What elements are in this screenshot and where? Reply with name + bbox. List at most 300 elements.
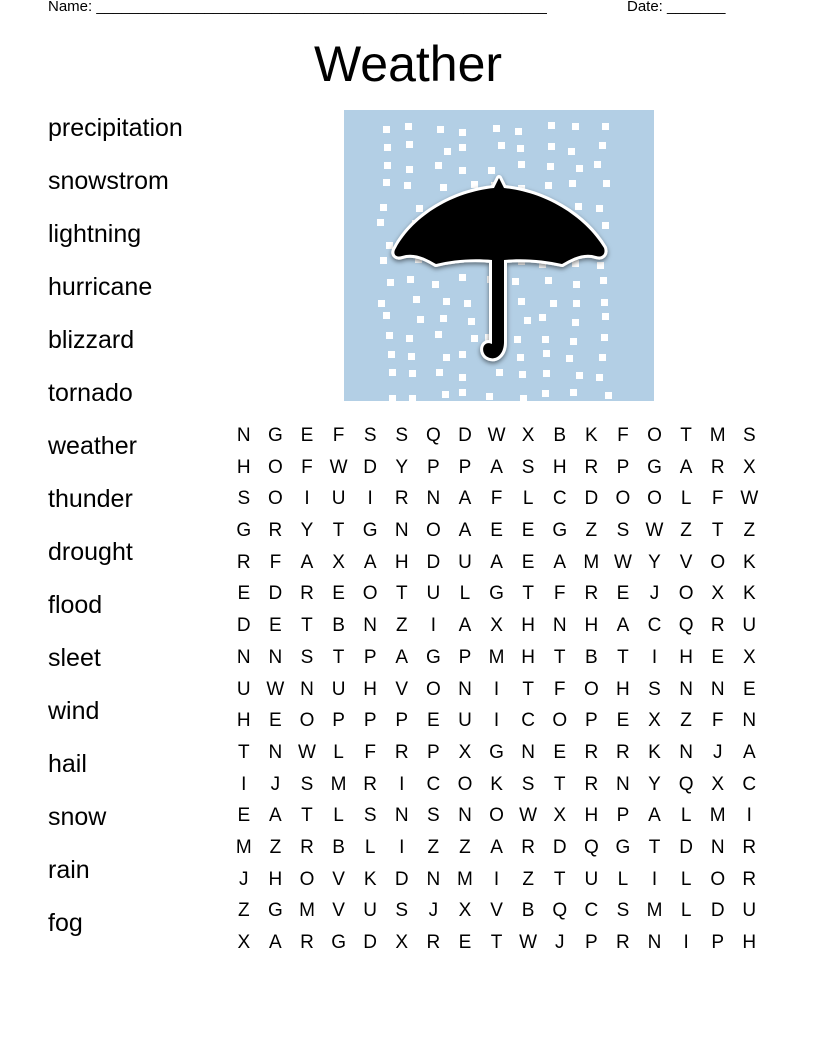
grid-cell: R [394,741,409,763]
date-field-label: Date: _______ [627,0,726,15]
grid-cell: N [742,710,757,732]
word-list-item: blizzard [48,326,135,354]
grid-cell: O [678,583,694,605]
grid-cell: E [616,710,630,732]
grid-cell: S [742,425,756,446]
grid-cell: V [332,900,345,922]
grid-cell: O [268,456,283,478]
grid-cell: X [395,932,409,953]
grid-cell: C [521,710,535,732]
grid-cell: N [268,646,283,668]
grid-cell: I [746,805,752,827]
grid-cell: F [553,583,566,605]
grid-cell: E [269,615,282,637]
word-list-item: rain [48,856,90,884]
grid-cell: F [711,488,724,510]
grid-cell: Z [743,520,756,542]
grid-cell: R [300,836,314,858]
grid-cell: S [521,773,535,795]
grid-cell: E [237,805,251,827]
grid-cell: X [711,773,725,795]
grid-cell: M [235,836,252,858]
word-list-item: lightning [48,220,142,248]
grid-row [228,644,765,676]
grid-cell: T [332,646,345,668]
grid-cell: A [395,646,409,668]
grid-cell: U [458,551,472,573]
grid-cell: G [268,900,283,922]
grid-cell: O [489,805,504,827]
grid-cell: W [266,678,285,700]
grid-cell: E [427,710,440,732]
grid-cell: T [301,805,313,827]
grid-cell: S [363,425,377,446]
grid-cell: Z [459,836,471,858]
grid-cell: K [584,425,598,446]
grid-cell: E [742,678,756,700]
grid-cell: S [616,900,630,922]
grid-cell: Y [648,551,661,573]
grid-cell: I [304,488,310,510]
grid-cell: E [332,583,345,605]
grid-cell: E [458,932,472,953]
grid-row [228,834,765,866]
grid-cell: D [363,932,378,953]
grid-cell: A [553,551,567,573]
grid-row [228,771,765,803]
grid-row [228,454,765,486]
grid-cell: R [710,456,725,478]
grid-cell: I [493,868,500,890]
grid-cell: F [553,678,566,700]
grid-cell: N [458,678,472,700]
grid-cell: T [301,615,313,637]
grid-cell: U [742,900,757,922]
word-list-item: snowstrom [48,167,169,195]
grid-cell: G [362,520,378,542]
grid-cell: N [426,868,441,890]
grid-cell: A [490,456,503,478]
grid-cell: E [616,583,630,605]
grid-cell: L [680,488,692,510]
grid-cell: F [364,741,376,763]
grid-cell: H [616,678,630,700]
grid-cell: W [329,456,348,478]
grid-cell: A [458,615,472,637]
grid-cell: C [426,773,441,795]
grid-cell: Q [425,425,441,446]
grid-cell: P [427,456,440,478]
word-list-item: snow [48,803,107,831]
grid-cell: M [646,900,663,922]
grid-cell: N [458,805,472,827]
grid-cell: U [236,678,251,700]
grid-cell: N [426,488,441,510]
grid-row [228,802,765,834]
grid-cell: D [552,836,567,858]
grid-cell: K [742,551,756,573]
grid-cell: G [489,741,504,763]
grid-cell: U [363,900,378,922]
grid-cell: F [617,425,629,446]
grid-cell: I [651,868,658,890]
grid-cell: D [458,425,472,446]
grid-cell: T [237,741,250,763]
grid-cell: E [269,710,282,732]
grid-cell: Z [522,868,534,890]
grid-cell: R [584,583,599,605]
word-list-item: hail [48,750,87,778]
grid-cell: H [268,868,283,890]
grid-cell: L [680,868,692,890]
grid-row [228,866,765,898]
grid-cell: U [331,488,346,510]
grid-cell: T [490,932,503,953]
grid-cell: K [363,868,377,890]
grid-cell: E [711,646,725,668]
word-list [48,112,183,960]
grid-cell: M [488,646,505,668]
grid-cell: L [459,583,471,605]
grid-cell: N [268,741,283,763]
grid-cell: N [300,678,314,700]
grid-cell: J [712,741,723,763]
grid-cell: Y [395,456,409,478]
grid-cell: T [522,678,534,700]
grid-cell: C [552,488,567,510]
grid-cell: G [647,456,662,478]
grid-cell: P [427,741,440,763]
grid-cell: T [395,583,408,605]
grid-cell: I [399,836,405,858]
grid-cell: Y [300,520,314,542]
grid-cell: E [521,520,535,542]
grid-cell: R [300,932,314,953]
grid-cell: T [522,583,534,605]
grid-cell: K [742,583,756,605]
grid-cell: J [554,932,565,953]
grid-cell: V [679,551,693,573]
grid-cell: M [709,805,726,827]
grid-cell: X [711,583,725,605]
grid-cell: W [298,741,316,763]
grid-cell: K [648,741,661,763]
grid-cell: B [332,836,345,858]
grid-cell: S [616,520,630,542]
grid-row [228,485,765,517]
grid-cell: A [300,551,314,573]
grid-cell: M [330,773,347,795]
grid-cell: N [394,805,409,827]
grid-cell: N [679,678,693,700]
grid-cell: K [490,773,503,795]
grid-cell: W [519,805,538,827]
grid-row [228,580,765,612]
grid-cell: M [299,900,315,922]
grid-cell: R [521,836,535,858]
word-list-item: fog [48,909,83,937]
grid-cell: R [268,520,283,542]
grid-cell: X [490,615,503,637]
grid-cell: W [613,551,632,573]
grid-cell: X [553,805,567,827]
grid-cell: E [300,425,314,446]
grid-cell: E [553,741,567,763]
grid-cell: O [710,551,726,573]
grid-cell: A [648,805,661,827]
grid-cell: R [394,488,409,510]
grid-cell: I [683,932,689,953]
grid-cell: Z [395,615,408,637]
grid-cell: R [300,583,314,605]
grid-cell: U [331,678,346,700]
grid-cell: L [333,741,344,763]
word-list-item: thunder [48,485,133,513]
grid-cell: F [332,425,345,446]
word-list-item: tornado [48,379,133,407]
word-list-item: precipitation [48,114,183,142]
grid-cell: O [362,583,378,605]
grid-cell: S [300,773,314,795]
grid-cell: D [710,900,725,922]
grid-cell: C [742,773,757,795]
grid-cell: R [616,741,630,763]
grid-row [228,676,765,708]
grid-cell: O [583,678,599,700]
grid-cell: N [710,836,725,858]
grid-cell: O [647,425,662,446]
grid-cell: X [742,646,756,668]
grid-cell: H [521,646,535,668]
grid-cell: O [299,710,315,732]
grid-cell: U [458,710,472,732]
grid-cell: D [268,583,283,605]
grid-cell: W [740,488,759,510]
grid-cell: H [363,678,378,700]
grid-cell: Z [427,836,440,858]
grid-cell: M [583,551,600,573]
grid-cell: O [552,710,568,732]
grid-cell: S [395,900,409,922]
grid-cell: L [680,805,692,827]
grid-cell: T [553,868,566,890]
grid-cell: Z [237,900,250,922]
grid-cell: Y [648,773,661,795]
grid-cell: A [490,836,503,858]
grid-cell: U [742,615,757,637]
name-field-label: Name: ______________________________________________________ [48,0,547,15]
grid-cell: E [490,520,503,542]
grid-cell: B [584,646,598,668]
grid-cell: P [332,710,345,732]
grid-cell: P [616,805,630,827]
grid-cell: P [363,710,377,732]
grid-cell: F [269,551,282,573]
grid-row [228,929,765,961]
word-list-item: wind [48,697,100,725]
grid-cell: Q [678,773,694,795]
word-list-item: sleet [48,644,101,672]
grid-cell: A [363,551,377,573]
grid-cell: O [647,488,662,510]
grid-cell: L [364,836,376,858]
grid-cell: J [649,583,660,605]
grid-cell: L [617,868,629,890]
grid-cell: C [647,615,662,637]
grid-cell: L [522,488,534,510]
grid-cell: U [584,868,599,890]
grid-cell: N [616,773,630,795]
grid-row [228,739,765,771]
grid-cell: H [552,456,567,478]
grid-cell: H [742,932,757,953]
grid-cell: N [363,615,378,637]
grid-cell: C [584,900,599,922]
grid-row [228,612,765,644]
grid-cell: R [236,551,251,573]
grid-cell: J [239,868,249,890]
grid-cell: I [493,710,500,732]
grid-cell: N [710,678,725,700]
grid-cell: R [363,773,378,795]
grid-cell: G [489,583,504,605]
grid-cell: G [236,520,252,542]
grid-cell: D [394,868,409,890]
grid-cell: A [490,551,503,573]
grid-cell: H [521,615,535,637]
grid-cell: P [458,456,472,478]
grid-cell: H [236,710,251,732]
grid-cell: W [645,520,664,542]
grid-cell: P [363,646,377,668]
grid-cell: I [241,773,247,795]
grid-cell: D [679,836,693,858]
grid-cell: P [584,710,598,732]
grid-cell: Z [680,710,692,732]
grid-cell: P [458,646,472,668]
grid-cell: R [742,836,757,858]
grid-cell: N [552,615,567,637]
grid-cell: D [236,615,251,637]
grid-cell: S [300,646,314,668]
grid-cell: S [237,488,251,510]
grid-cell: H [236,456,251,478]
grid-cell: M [709,425,726,446]
grid-cell: P [584,932,598,953]
grid-cell: D [584,488,599,510]
grid-cell: A [458,488,472,510]
grid-cell: H [394,551,409,573]
grid-cell: P [616,456,630,478]
grid-cell: S [363,805,377,827]
grid-cell: O [457,773,473,795]
grid-row [228,897,765,929]
grid-cell: O [299,868,315,890]
grid-cell: I [651,646,658,668]
grid-cell: O [710,868,726,890]
grid-cell: E [521,551,535,573]
word-list-item: weather [48,432,137,460]
grid-cell: N [394,520,409,542]
grid-cell: Z [585,520,598,542]
grid-cell: V [490,900,503,922]
grid-cell: R [710,615,725,637]
grid-cell: H [679,646,693,668]
grid-row [228,549,765,581]
grid-cell: O [425,678,441,700]
grid-cell: S [395,425,409,446]
grid-cell: G [615,836,631,858]
grid-cell: G [331,932,346,953]
grid-cell: Q [552,900,568,922]
grid-cell: A [742,741,756,763]
grid-cell: V [395,678,409,700]
grid-cell: I [367,488,373,510]
grid-cell: Z [680,520,692,542]
grid-row [228,422,765,454]
grid-cell: N [236,646,251,668]
grid-cell: X [458,900,472,922]
grid-cell: R [584,773,599,795]
grid-cell: O [425,520,441,542]
grid-cell: F [490,488,503,510]
grid-cell: Z [269,836,282,858]
grid-cell: X [648,710,661,732]
grid-cell: D [363,456,378,478]
grid-cell: H [584,805,599,827]
grid-cell: I [399,773,405,795]
grid-cell: I [430,615,436,637]
grid-cell: X [521,425,535,446]
grid-cell: D [426,551,441,573]
grid-cell: P [711,932,725,953]
grid-cell: G [552,520,568,542]
grid-cell: T [680,425,692,446]
grid-cell: V [332,868,345,890]
grid-cell: N [521,741,535,763]
grid-cell: R [584,741,599,763]
page-title: Weather [313,36,503,92]
grid-cell: S [521,456,535,478]
grid-cell: G [425,646,441,668]
grid-cell: P [395,710,409,732]
grid-cell: T [711,520,724,542]
grid-cell: R [616,932,630,953]
grid-cell: B [553,425,567,446]
grid-cell: T [648,836,661,858]
grid-cell: N [236,425,251,446]
grid-row [228,517,765,549]
grid-cell: T [553,646,566,668]
grid-cell: T [332,520,345,542]
grid-cell: M [457,868,473,890]
grid-cell: Q [583,836,599,858]
grid-cell: X [332,551,345,573]
grid-cell: N [647,932,662,953]
grid-cell: B [521,900,535,922]
grid-cell: F [301,456,313,478]
grid-cell: E [237,583,251,605]
grid-cell: T [553,773,566,795]
grid-cell: G [268,425,283,446]
grid-cell: X [458,741,472,763]
grid-cell: X [742,456,756,478]
grid-cell: L [333,805,344,827]
grid-cell: S [427,805,440,827]
word-search-grid [228,422,765,961]
grid-cell: L [680,900,692,922]
grid-cell: B [332,615,345,637]
